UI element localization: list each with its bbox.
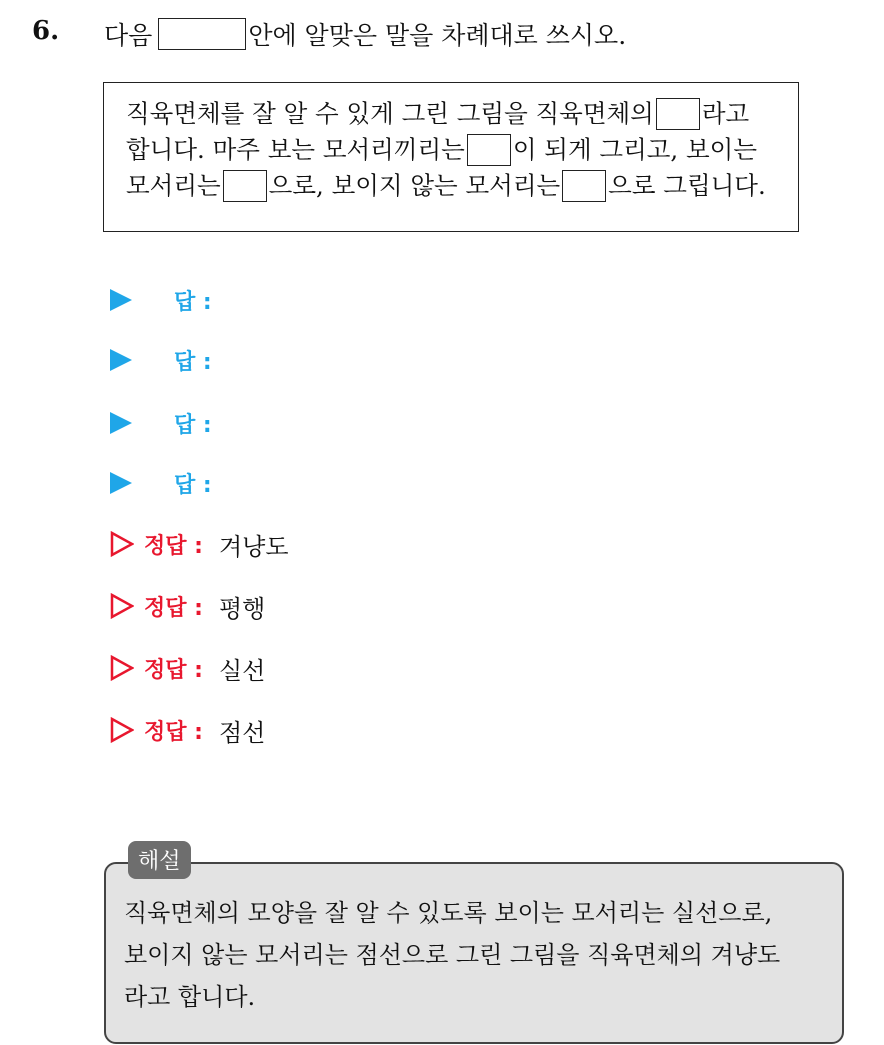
blank-1 <box>656 98 700 130</box>
correct-value: 평행 <box>218 594 266 623</box>
problem-line3-text-a: 모서리는 <box>126 171 221 200</box>
play-triangle-icon <box>110 349 132 371</box>
blank-3 <box>223 170 267 202</box>
question-number: 6. <box>32 16 60 46</box>
correct-label: 정답 : <box>144 657 203 683</box>
problem-line2-text-a: 합니다. 마주 보는 모서리끼리는 <box>126 135 465 164</box>
explanation-line-3: 라고 합니다. <box>124 983 256 1011</box>
correct-row-2 <box>110 589 265 623</box>
explanation-line-2: 보이지 않는 모서리는 점선으로 그린 그림을 직육면체의 겨냥도 <box>124 941 781 969</box>
answer-row-3 <box>110 407 212 439</box>
correct-row-1 <box>110 527 289 561</box>
problem-box <box>103 82 799 232</box>
answer-label: 답 : <box>174 349 212 375</box>
play-triangle-icon <box>110 472 132 494</box>
correct-row-3 <box>110 651 265 685</box>
outline-triangle-icon <box>110 531 134 557</box>
correct-label: 정답 : <box>144 533 203 559</box>
correct-value: 점선 <box>218 718 266 747</box>
correct-label: 정답 : <box>144 595 203 621</box>
problem-line1-text-a: 직육면체를 잘 알 수 있게 그린 그림을 직육면체의 <box>126 99 654 128</box>
answer-row-2 <box>110 344 212 376</box>
correct-value: 실선 <box>218 656 266 685</box>
question-prompt-before: 다음 <box>104 21 153 50</box>
question-prompt <box>104 16 626 52</box>
correct-row-4 <box>110 713 265 747</box>
problem-line3-text-c: 으로 그립니다. <box>608 171 766 200</box>
answer-row-4 <box>110 467 212 499</box>
problem-line1-text-b: 라고 <box>701 99 750 128</box>
problem-line2-text-b: 이 되게 그리고, 보이는 <box>512 135 757 164</box>
explanation-tag: 해설 <box>128 841 191 879</box>
answer-row-1 <box>110 284 212 316</box>
outline-triangle-icon <box>110 655 134 681</box>
correct-label: 정답 : <box>144 719 203 745</box>
play-triangle-icon <box>110 412 132 434</box>
prompt-blank-box <box>158 18 246 50</box>
problem-line-2 <box>126 132 798 168</box>
problem-line3-text-b: 으로, 보이지 않는 모서리는 <box>268 171 561 200</box>
problem-line-3 <box>126 168 798 204</box>
explanation-box <box>104 862 844 1044</box>
answer-label: 답 : <box>174 412 212 438</box>
blank-4 <box>562 170 606 202</box>
blank-2 <box>467 134 511 166</box>
outline-triangle-icon <box>110 593 134 619</box>
answer-label: 답 : <box>174 289 212 315</box>
question-prompt-after: 안에 알맞은 말을 차례대로 쓰시오. <box>248 21 627 50</box>
correct-value: 겨냥도 <box>218 532 289 561</box>
outline-triangle-icon <box>110 717 134 743</box>
answer-label: 답 : <box>174 472 212 498</box>
problem-line-1 <box>126 96 798 132</box>
play-triangle-icon <box>110 289 132 311</box>
explanation-line-1: 직육면체의 모양을 잘 알 수 있도록 보이는 모서리는 실선으로, <box>124 899 773 927</box>
